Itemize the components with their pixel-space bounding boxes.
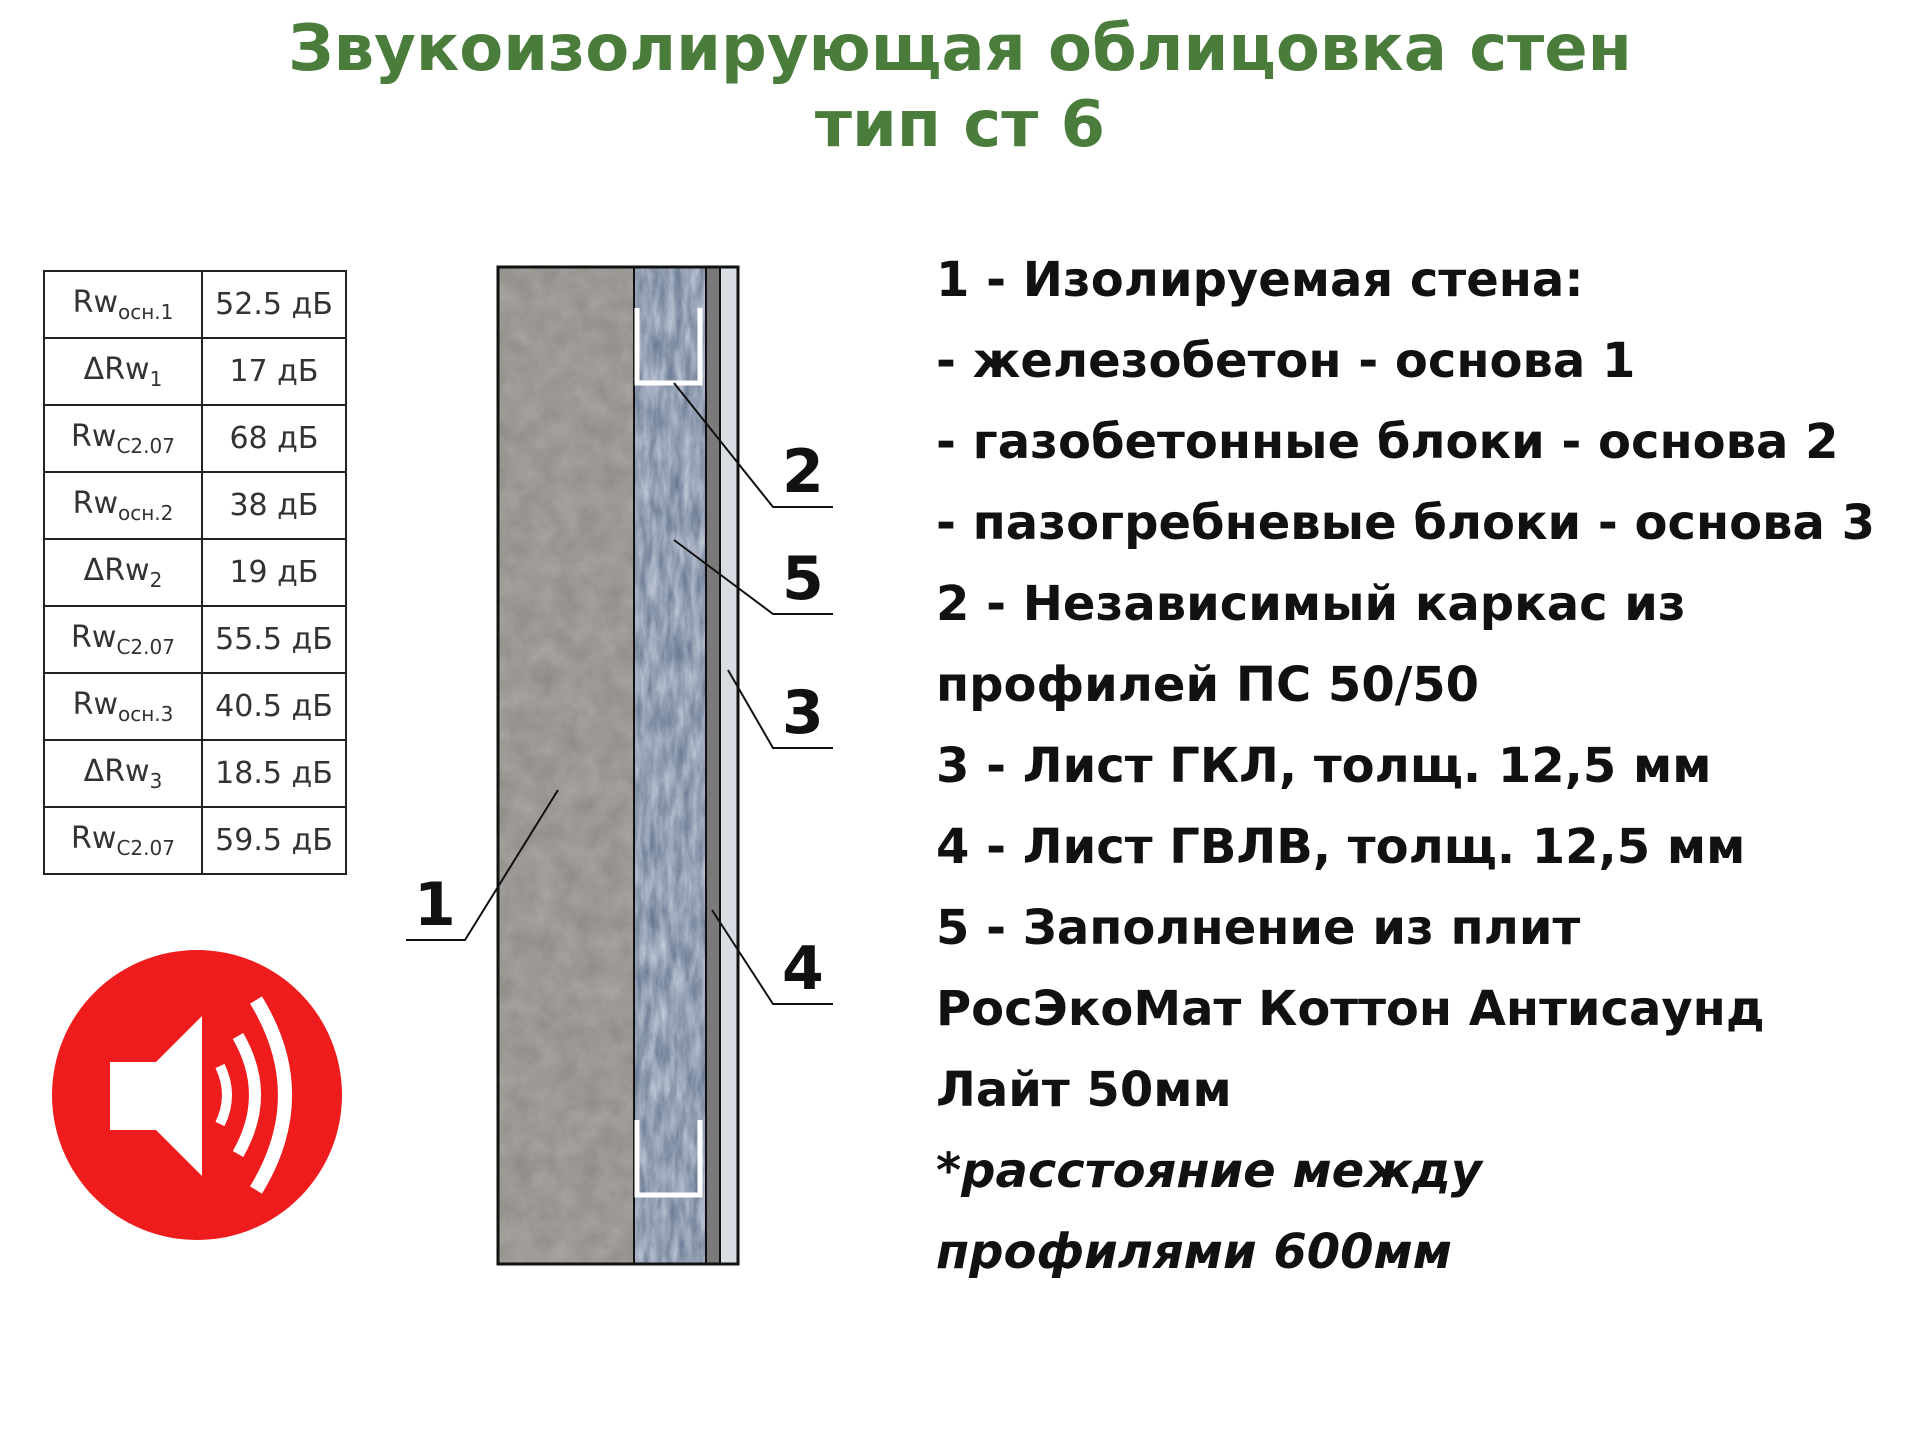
param-value: 19 дБ [202,539,346,606]
param-value: 40.5 дБ [202,673,346,740]
legend-line: - газобетонные блоки - основа 2 [936,414,1839,470]
callout-2: 2 [782,437,824,507]
param-name: $Rw_{осн.3}$ [44,673,202,740]
legend-line: Лайт 50мм [936,1062,1232,1118]
gvlv-sheet [720,267,738,1264]
param-value: 38 дБ [202,472,346,539]
param-value: 18.5 дБ [202,740,346,807]
param-name: ΔRw$_2$ [44,539,202,606]
legend [936,240,1916,1293]
param-name: ΔRw$_3$ [44,740,202,807]
legend-line: 2 - Независимый каркас из [936,576,1686,632]
callout-5: 5 [782,544,824,614]
callout-1: 1 [414,870,456,940]
speaker-sound-icon [52,950,342,1240]
param-name: $Rw_{осн.2}$ [44,472,202,539]
legend-note: *расстояние между [936,1143,1483,1199]
param-name: $Rw_{осн.1}$ [44,271,202,338]
param-name: $Rw_{С2.07}$ [44,807,202,874]
param-value: 68 дБ [202,405,346,472]
param-name: $Rw_{С2.07}$ [44,606,202,673]
param-value: 52.5 дБ [202,271,346,338]
param-value: 17 дБ [202,338,346,405]
legend-line: 3 - Лист ГКЛ, толщ. 12,5 мм [936,738,1712,794]
legend-line: 5 - Заполнение из плит [936,900,1581,956]
legend-note: профилями 600мм [936,1224,1452,1280]
legend-line: профилей ПС 50/50 [936,657,1480,713]
legend-line: - железобетон - основа 1 [936,333,1636,389]
legend-line: - пазогребневые блоки - основа 3 [936,495,1875,551]
callout-3: 3 [782,678,824,748]
page-subtitle: тип ст 6 [814,88,1106,162]
legend-line: 4 - Лист ГВЛВ, толщ. 12,5 мм [936,819,1746,875]
param-value: 55.5 дБ [202,606,346,673]
param-name: $Rw_{С2.07}$ [44,405,202,472]
legend-line: РосЭкоМат Коттон Антисаунд [936,981,1765,1037]
insulation-layer [634,267,706,1264]
gkl-sheet [706,267,720,1264]
page-title: Звукоизолирующая облицовка стен [288,12,1632,86]
concrete-wall [498,267,634,1264]
callout-4: 4 [782,934,824,1004]
legend-line: 1 - Изолируемая стена: [936,252,1584,308]
param-name: ΔRw$_1$ [44,338,202,405]
param-value: 59.5 дБ [202,807,346,874]
